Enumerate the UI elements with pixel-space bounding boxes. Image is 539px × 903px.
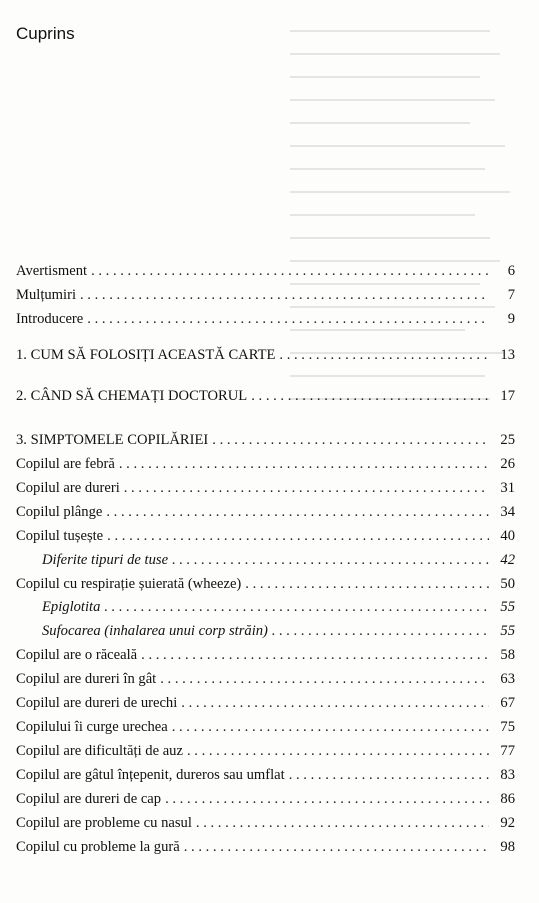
dot-leader — [184, 837, 489, 857]
toc-page-number: 25 — [500, 432, 515, 448]
toc-page-number: 83 — [500, 767, 515, 783]
toc-entry-label: Epiglotita — [42, 599, 101, 615]
toc-entry-label: Copilul are dureri de cap — [16, 791, 162, 807]
dot-leader — [289, 765, 489, 785]
toc-entry-label: 1. CUM SĂ FOLOSIȚI ACEASTĂ CARTE — [16, 347, 276, 363]
toc-entry-label: 3. SIMPTOMELE COPILĂRIEI — [16, 432, 209, 448]
toc-entry-label: Sufocarea (inhalarea unui corp străin) — [42, 623, 268, 639]
toc-entry-label: Diferite tipuri de tuse — [42, 552, 169, 568]
toc-page-number: 77 — [500, 743, 515, 759]
toc-entry — [16, 693, 515, 713]
toc-page-number: 34 — [500, 504, 515, 520]
toc-entry — [16, 478, 515, 498]
toc-page-number: 31 — [500, 480, 515, 496]
dot-leader — [212, 430, 489, 450]
dot-leader — [172, 717, 489, 737]
dot-leader — [91, 261, 489, 281]
dot-leader — [141, 645, 489, 665]
dot-leader — [119, 454, 489, 474]
toc-entry-label: Avertisment — [16, 263, 88, 279]
dot-leader — [87, 309, 489, 329]
dot-leader — [160, 669, 489, 689]
toc-subentry — [42, 597, 515, 617]
dot-leader — [104, 597, 489, 617]
toc-entry-label: Copilul are dureri în gât — [16, 671, 157, 687]
dot-leader — [172, 550, 489, 570]
toc-entry-label: Copilul cu probleme la gură — [16, 839, 180, 855]
toc-entry — [16, 345, 515, 365]
dot-leader — [245, 574, 489, 594]
toc-entry — [16, 502, 515, 522]
toc-entry — [16, 454, 515, 474]
toc-entry — [16, 813, 515, 833]
toc-page-number: 17 — [500, 388, 515, 404]
toc-entry — [16, 765, 515, 785]
toc-entry — [16, 285, 515, 305]
dot-leader — [165, 789, 489, 809]
toc-page-number: 40 — [500, 528, 515, 544]
toc-page-number: 75 — [500, 719, 515, 735]
toc-entry-label: Copilul plânge — [16, 504, 103, 520]
toc-entry — [16, 526, 515, 546]
dot-leader — [181, 693, 489, 713]
dot-leader — [107, 526, 489, 546]
toc-page-number: 26 — [500, 456, 515, 472]
toc-entry-label: Copilul are dureri — [16, 480, 120, 496]
toc-entry — [16, 789, 515, 809]
toc-page-number: 63 — [500, 671, 515, 687]
dot-leader — [272, 621, 489, 641]
toc-page-number: 50 — [500, 576, 515, 592]
toc-subentry — [42, 550, 515, 570]
toc-entry — [16, 430, 515, 450]
toc-entry — [16, 837, 515, 857]
toc-page-number: 67 — [500, 695, 515, 711]
toc-entry-label: Mulțumiri — [16, 287, 76, 303]
toc-entry — [16, 717, 515, 737]
toc-entry-label: Copilul are dureri de urechi — [16, 695, 178, 711]
toc-page-number: 98 — [500, 839, 515, 855]
toc-page-number: 55 — [500, 623, 515, 639]
toc-entry-label: Introducere — [16, 311, 84, 327]
toc-page-number: 7 — [507, 287, 515, 303]
toc-entry — [16, 309, 515, 329]
toc-entry-label: Copilul are probleme cu nasul — [16, 815, 192, 831]
dot-leader — [106, 502, 489, 522]
dot-leader — [196, 813, 489, 833]
page-title: Cuprins — [16, 24, 75, 43]
toc-page-number: 9 — [507, 311, 515, 327]
toc-page-number: 92 — [500, 815, 515, 831]
toc-entry-label: Copilul are dificultăți de auz — [16, 743, 183, 759]
toc-page-number: 6 — [507, 263, 515, 279]
toc-entry-label: Copilul are febră — [16, 456, 115, 472]
dot-leader — [187, 741, 489, 761]
toc-entry — [16, 574, 515, 594]
toc-entry — [16, 386, 515, 406]
dot-leader — [124, 478, 489, 498]
toc-entry-label: 2. CÂND SĂ CHEMAȚI DOCTORUL — [16, 388, 248, 404]
toc-entry — [16, 645, 515, 665]
toc-entry — [16, 741, 515, 761]
toc-page-number: 42 — [500, 552, 515, 568]
toc-entry — [16, 261, 515, 281]
toc-page-number: 13 — [500, 347, 515, 363]
toc-page-number: 86 — [500, 791, 515, 807]
toc-entry-label: Copilul are o răceală — [16, 647, 138, 663]
toc-entry-label: Copilul are gâtul înțepenit, dureros sau umflat — [16, 767, 285, 783]
dot-leader — [80, 285, 489, 305]
toc-page-number: 58 — [500, 647, 515, 663]
dot-leader — [251, 386, 489, 406]
toc-subentry — [42, 621, 515, 641]
dot-leader — [279, 345, 489, 365]
toc-entry-label: Copilul cu respirație șuierată (wheeze) — [16, 576, 242, 592]
toc-entry-label: Copilul tușește — [16, 528, 104, 544]
toc-entry-label: Copilului îi curge urechea — [16, 719, 168, 735]
toc-entry — [16, 669, 515, 689]
toc-page-number: 55 — [500, 599, 515, 615]
